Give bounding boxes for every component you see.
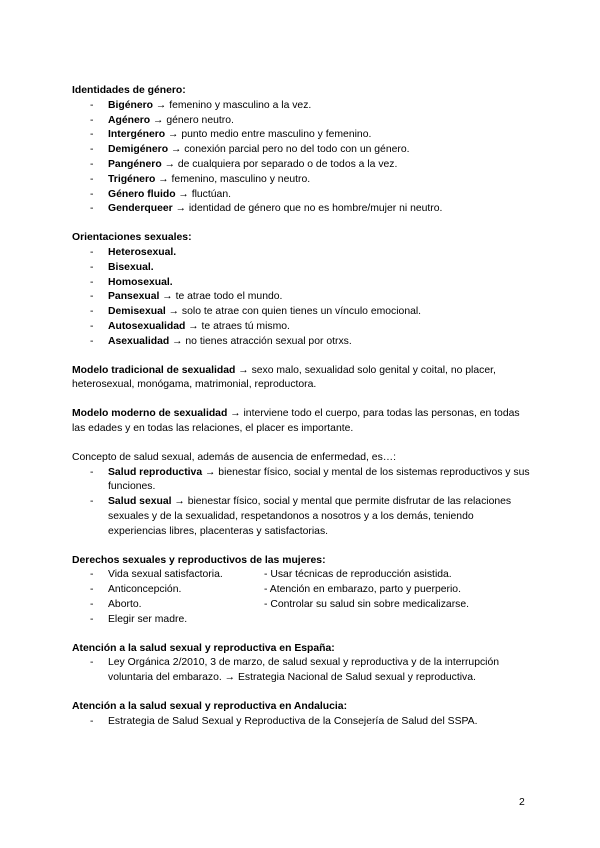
modelo-tradicional-paragraph: Modelo tradicional de sexualidad → sexo malo, sexualidad solo genital y coital, no placer, heterosexual, monógama, matrimonial, reproductora.: [72, 364, 496, 391]
list-item: - Anticoncepción. - Atención en embarazo, parto y puerperio.: [72, 583, 532, 598]
list-item: - Autosexualidad → te atraes tú mismo.: [72, 320, 532, 335]
list-item: - Estrategia de Salud Sexual y Reproductiva de la Consejería de Salud del SSPA.: [72, 715, 532, 730]
andalucia-list: [72, 715, 532, 730]
espana-list: [72, 656, 532, 686]
list-item: - Homosexual.: [72, 276, 532, 291]
list-item: - Vida sexual satisfactoria. - Usar técnicas de reproducción asistida.: [72, 568, 532, 583]
list-item: - Aborto. - Controlar su salud sin sobre medicalizarse.: [72, 598, 532, 613]
espana-heading: Atención a la salud sexual y reproductiva en España:: [72, 642, 335, 654]
list-item: - Género fluido → fluctúan.: [72, 188, 532, 203]
list-item: - Demisexual → solo te atrae con quien tienes un vínculo emocional.: [72, 305, 532, 320]
derechos-heading: Derechos sexuales y reproductivos de las mujeres:: [72, 554, 326, 566]
list-item: - Trigénero → femenino, masculino y neutro.: [72, 173, 532, 188]
list-item: - Elegir ser madre.: [72, 613, 532, 628]
concepto-list: [72, 466, 532, 540]
list-item: - Genderqueer → identidad de género que no es hombre/mujer ni neutro.: [72, 202, 532, 217]
page-number: 2: [519, 797, 525, 808]
modelo-moderno-paragraph: Modelo moderno de sexualidad → interviene todo el cuerpo, para todas las personas, en todas las edades y en todas las relaciones, el placer es importante.: [72, 408, 520, 434]
derechos-list: [72, 568, 532, 627]
list-item: - Heterosexual.: [72, 246, 532, 261]
list-item: - Bigénero → femenino y masculino a la vez.: [72, 99, 532, 114]
list-item: - Bisexual.: [72, 261, 532, 276]
orientaciones-list: [72, 246, 532, 350]
list-item: - Ley Orgánica 2/2010, 3 de marzo, de salud sexual y reproductiva y de la interrupción voluntaria del embarazo. → Estrategia Nacional de Salud sexual y reproductiva.: [72, 656, 532, 686]
list-item: - Pangénero → de cualquiera por separado o de todos a la vez.: [72, 158, 532, 173]
list-item: - Intergénero → punto medio entre masculino y femenino.: [72, 128, 532, 143]
page-content: [72, 84, 532, 729]
list-item: - Pansexual → te atrae todo el mundo.: [72, 290, 532, 305]
list-item: - Agénero → género neutro.: [72, 114, 532, 129]
concepto-intro: Concepto de salud sexual, además de ausencia de enfermedad, es…:: [72, 451, 397, 463]
identidades-heading: Identidades de género:: [72, 85, 186, 96]
identidades-list: [72, 99, 532, 217]
list-item: - Demigénero → conexión parcial pero no del todo con un género.: [72, 143, 532, 158]
list-item: - Asexualidad → no tienes atracción sexual por otrxs.: [72, 335, 532, 350]
list-item: - Salud sexual → bienestar físico, social y mental que permite disfrutar de las relaciones sexuales y de la sexualidad, respetandonos a nosotros y a los demás, teniendo experiencias libres, placenteras y satisfactorias.: [72, 495, 532, 539]
orientaciones-heading: Orientaciones sexuales:: [72, 232, 192, 244]
list-item: - Salud reproductiva → bienestar físico, social y mental de los sistemas reproductivos y sus funciones.: [72, 466, 532, 496]
andalucia-heading: Atención a la salud sexual y reproductiva en Andalucia:: [72, 700, 348, 712]
